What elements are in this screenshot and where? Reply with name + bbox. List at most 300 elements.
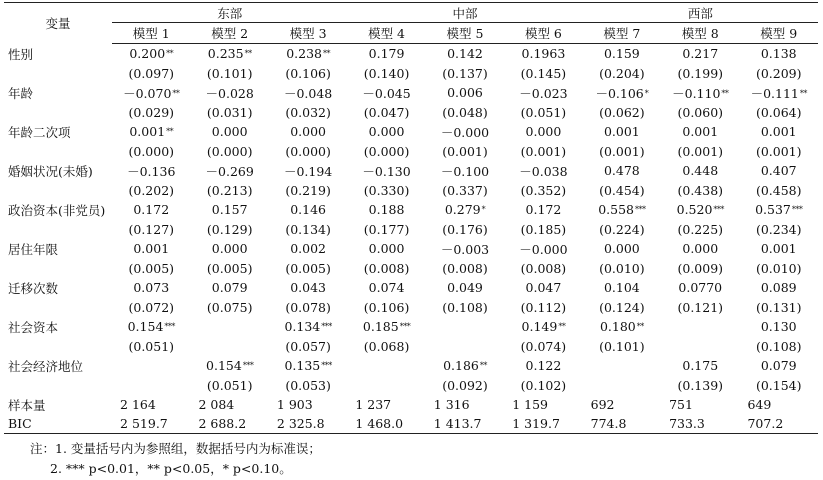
coef-value: 0.146 — [290, 202, 327, 218]
se-cell — [347, 376, 425, 396]
coef-value: 0.002 — [290, 241, 327, 257]
se-cell: (0.438) — [677, 182, 724, 198]
group-header-row — [4, 3, 818, 23]
coef-value: 0.043 — [290, 280, 327, 296]
significance-stars: *** — [635, 205, 646, 215]
coef-cell — [504, 44, 582, 64]
coef-value: 0.149 — [521, 319, 558, 335]
table-notes — [4, 439, 818, 479]
coef-cell — [504, 356, 582, 376]
se-cell: (0.001) — [755, 143, 802, 159]
significance-stars: ** — [479, 361, 487, 371]
coef-value: 0.185 — [362, 319, 399, 335]
stat-value: 2 325.8 — [269, 414, 347, 434]
significance-stars: ** — [166, 127, 174, 137]
coef-cell — [347, 83, 425, 103]
model-header-4: 模型 4 — [347, 23, 425, 44]
model-header-5: 模型 5 — [426, 23, 504, 44]
coef-value: －0.110 — [672, 85, 721, 101]
coef-cell — [504, 200, 582, 220]
coef-cell — [426, 200, 504, 220]
significance-stars: *** — [164, 322, 175, 332]
se-cell — [112, 376, 190, 396]
se-cell: (0.047) — [363, 104, 410, 120]
stat-value: 1 159 — [512, 397, 548, 412]
coef-cell — [269, 83, 347, 103]
coef-cell — [426, 161, 504, 181]
coef-cell — [347, 44, 425, 64]
coef-cell — [739, 44, 818, 64]
se-cell: (0.140) — [363, 65, 410, 81]
coef-value: 0.134 — [284, 319, 321, 335]
se-cell: (0.097) — [128, 65, 175, 81]
variable-label: 年龄二次项 — [8, 124, 71, 140]
se-cell: (0.209) — [755, 65, 802, 81]
se-cell: (0.068) — [363, 338, 410, 354]
coef-value: 0.175 — [682, 358, 719, 374]
coef-cell — [739, 200, 818, 220]
model-header-3: 模型 3 — [269, 23, 347, 44]
empty-label-cell — [4, 298, 112, 318]
significance-stars: *** — [791, 205, 803, 215]
coef-cell — [661, 317, 739, 337]
coef-cell — [269, 44, 347, 64]
coef-value: 0.049 — [447, 280, 483, 296]
stat-value: 1 413.7 — [426, 414, 504, 434]
se-cell: (0.008) — [520, 260, 567, 276]
empty-label-cell — [4, 103, 112, 123]
se-cell: (0.031) — [206, 104, 253, 120]
table-row-coef — [4, 122, 818, 142]
coef-cell — [583, 200, 661, 220]
coef-cell — [661, 44, 739, 64]
empty-label-cell — [4, 181, 112, 201]
coef-value: 0.000 — [682, 241, 719, 257]
se-cell: (0.112) — [520, 299, 567, 315]
coef-value: －0.023 — [519, 85, 568, 101]
coef-cell — [190, 122, 268, 142]
se-cell: (0.458) — [755, 182, 802, 198]
table-row-se — [4, 376, 818, 396]
significance-stars: *** — [321, 322, 332, 332]
coef-cell — [504, 278, 582, 298]
coef-value: 0.001 — [603, 124, 640, 140]
coef-cell — [190, 200, 268, 220]
se-cell: (0.032) — [285, 104, 331, 120]
coef-value: 0.217 — [682, 46, 719, 62]
se-cell: (0.154) — [755, 377, 802, 393]
coef-cell — [426, 44, 504, 64]
coef-value: －0.106 — [595, 85, 644, 101]
se-cell: (0.057) — [285, 338, 331, 354]
variable-label: 迁移次数 — [8, 280, 59, 296]
group-header-central: 中部 — [347, 3, 582, 23]
coef-value: 0.154 — [206, 358, 242, 374]
se-cell: (0.060) — [677, 104, 724, 120]
stat-value: 733.3 — [661, 414, 739, 434]
se-cell: (0.176) — [442, 221, 488, 237]
se-cell: (0.000) — [206, 143, 253, 159]
coef-cell — [347, 200, 425, 220]
se-cell: (0.051) — [206, 377, 253, 393]
coef-value: －0.000 — [440, 124, 490, 140]
coef-cell — [347, 161, 425, 181]
se-cell: (0.129) — [206, 221, 253, 237]
table-row-coef — [4, 83, 818, 103]
coef-value: 0.157 — [211, 202, 248, 218]
coef-value: 0.238 — [286, 46, 323, 62]
se-cell: (0.001) — [599, 143, 645, 159]
se-cell: (0.010) — [599, 260, 645, 276]
coef-cell — [347, 278, 425, 298]
coef-value: 0.186 — [443, 358, 479, 374]
coef-cell — [583, 317, 661, 337]
coef-value: 0.159 — [603, 46, 640, 62]
stat-value: 2 164 — [120, 397, 156, 412]
table-row-se — [4, 103, 818, 123]
coef-cell — [112, 161, 190, 181]
se-cell: (0.074) — [520, 338, 567, 354]
se-cell: (0.029) — [128, 104, 175, 120]
se-cell: (0.202) — [128, 182, 175, 198]
model-header-9: 模型 9 — [739, 23, 818, 44]
coef-cell — [190, 161, 268, 181]
se-cell: (0.053) — [285, 377, 331, 393]
coef-cell — [190, 44, 268, 64]
variable-label: 政治资本(非党员) — [8, 202, 106, 218]
se-cell: (0.092) — [442, 377, 488, 393]
table-row-stat — [4, 395, 818, 414]
se-cell: (0.000) — [285, 143, 331, 159]
coef-cell — [347, 239, 425, 259]
coef-cell — [112, 317, 190, 337]
coef-value: 0.180 — [599, 319, 636, 335]
se-cell: (0.010) — [755, 260, 802, 276]
coef-value: －0.136 — [127, 163, 176, 179]
se-cell: (0.062) — [599, 104, 645, 120]
se-cell: (0.204) — [599, 65, 645, 81]
coef-value: －0.070 — [123, 85, 172, 101]
stat-value: 2 688.2 — [190, 414, 268, 434]
coef-value: 0.154 — [127, 319, 164, 335]
coef-cell — [112, 122, 190, 142]
significance-stars: ** — [799, 88, 807, 98]
coef-cell — [347, 356, 425, 376]
coef-cell — [661, 83, 739, 103]
table-row-coef — [4, 317, 818, 337]
table-row-coef — [4, 278, 818, 298]
se-cell: (0.185) — [520, 221, 567, 237]
se-cell: (0.051) — [520, 104, 567, 120]
coef-cell — [504, 122, 582, 142]
coef-value: 0.001 — [682, 124, 719, 140]
se-cell: (0.127) — [128, 221, 175, 237]
coef-value: 0.074 — [368, 280, 405, 296]
se-cell — [661, 337, 739, 357]
table-row-coef — [4, 200, 818, 220]
table-body — [4, 44, 818, 434]
significance-stars: ** — [172, 88, 180, 98]
coef-cell — [269, 278, 347, 298]
coef-value: 0.478 — [603, 163, 640, 179]
coef-value: 0.448 — [682, 163, 719, 179]
se-cell: (0.051) — [128, 338, 175, 354]
coef-cell — [583, 278, 661, 298]
coef-value: －0.269 — [205, 163, 254, 179]
coef-cell — [583, 83, 661, 103]
variable-label: 居住年限 — [8, 241, 59, 257]
model-header-8: 模型 8 — [661, 23, 739, 44]
coef-value: 0.000 — [290, 124, 327, 140]
coef-cell — [739, 83, 818, 103]
coef-cell — [190, 278, 268, 298]
note-line-2: 2. *** p<0.01，** p<0.05，* p<0.10。 — [50, 461, 292, 476]
coef-cell — [426, 122, 504, 142]
stat-value: 692 — [590, 397, 615, 412]
coef-cell — [739, 356, 818, 376]
coef-value: 0.000 — [211, 124, 248, 140]
coef-value: 0.000 — [368, 241, 405, 257]
coef-value: 0.079 — [211, 280, 248, 296]
coef-cell — [269, 317, 347, 337]
coef-value: 0.188 — [368, 202, 405, 218]
stat-value: 1 903 — [276, 397, 313, 412]
se-cell: (0.352) — [520, 182, 567, 198]
empty-label-cell — [4, 259, 112, 279]
coef-value: 0.142 — [447, 46, 483, 62]
se-cell: (0.454) — [599, 182, 645, 198]
coef-cell — [112, 44, 190, 64]
significance-stars: * — [481, 205, 486, 215]
coef-value: 0.537 — [755, 202, 791, 218]
coef-cell — [661, 161, 739, 181]
coef-value: 0.104 — [603, 280, 640, 296]
se-cell: (0.064) — [755, 104, 802, 120]
table-row-se — [4, 259, 818, 279]
coef-cell — [661, 122, 739, 142]
coef-value: 0.135 — [284, 358, 321, 374]
coef-value: －0.194 — [283, 163, 333, 179]
se-cell: (0.224) — [599, 221, 645, 237]
se-cell: (0.134) — [285, 221, 331, 237]
coef-cell — [739, 317, 818, 337]
model-header-6: 模型 6 — [504, 23, 582, 44]
coef-cell — [504, 239, 582, 259]
se-cell: (0.177) — [363, 221, 410, 237]
se-cell: (0.108) — [442, 299, 488, 315]
se-cell: (0.101) — [599, 338, 645, 354]
variable-label: 社会资本 — [8, 319, 59, 335]
significance-stars: *** — [242, 361, 254, 371]
se-cell — [426, 337, 504, 357]
variable-label: 性别 — [8, 46, 34, 62]
coef-value: 0.0770 — [678, 280, 723, 296]
empty-label-cell — [4, 64, 112, 84]
table-row-stat — [4, 414, 818, 434]
significance-stars: ** — [166, 49, 174, 59]
table-row-coef — [4, 161, 818, 181]
se-cell: (0.008) — [442, 260, 488, 276]
coef-value: 0.073 — [133, 280, 170, 296]
se-cell: (0.005) — [206, 260, 253, 276]
coef-value: 0.172 — [133, 202, 170, 218]
variable-label: 婚姻状况(未婚) — [8, 163, 93, 179]
se-cell: (0.137) — [442, 65, 488, 81]
coef-cell — [112, 200, 190, 220]
coef-cell — [112, 356, 190, 376]
coef-value: 0.001 — [133, 241, 170, 257]
coef-cell — [112, 278, 190, 298]
significance-stars: *** — [321, 361, 332, 371]
se-cell: (0.001) — [677, 143, 724, 159]
se-cell: (0.234) — [755, 221, 802, 237]
coef-cell — [661, 239, 739, 259]
coef-value: 0.1963 — [521, 46, 566, 62]
se-cell: (0.337) — [442, 182, 488, 198]
coef-cell — [739, 122, 818, 142]
coef-cell — [504, 161, 582, 181]
coef-value: －0.048 — [283, 85, 333, 101]
coef-value: 0.001 — [760, 124, 797, 140]
se-cell: (0.225) — [677, 221, 724, 237]
coef-cell — [583, 122, 661, 142]
coef-cell — [426, 83, 504, 103]
coef-value: －0.003 — [440, 241, 490, 257]
stat-value: 774.8 — [583, 414, 661, 434]
model-header-7: 模型 7 — [583, 23, 661, 44]
se-cell — [583, 376, 661, 396]
stat-value: 751 — [669, 397, 693, 412]
se-cell: (0.199) — [677, 65, 724, 81]
table-row-coef — [4, 239, 818, 259]
coef-value: 0.138 — [760, 46, 797, 62]
se-cell: (0.072) — [128, 299, 175, 315]
table-row-se — [4, 64, 818, 84]
coef-value: 0.089 — [760, 280, 797, 296]
coef-value: －0.028 — [205, 85, 254, 101]
coef-cell — [426, 317, 504, 337]
table-row-se — [4, 181, 818, 201]
se-cell: (0.075) — [206, 299, 253, 315]
significance-stars: ** — [558, 322, 566, 332]
coef-cell — [661, 278, 739, 298]
se-cell: (0.005) — [128, 260, 175, 276]
coef-cell — [190, 356, 268, 376]
coef-value: 0.000 — [525, 124, 562, 140]
note-line-1: 注：1. 变量括号内为参照组，数据括号内为标准误； — [30, 441, 321, 456]
model-header-1: 模型 1 — [112, 23, 190, 44]
coef-cell — [112, 83, 190, 103]
se-cell: (0.008) — [363, 260, 410, 276]
group-header-west: 西部 — [583, 3, 818, 23]
se-cell: (0.219) — [285, 182, 331, 198]
significance-stars: ** — [323, 49, 331, 59]
se-cell: (0.102) — [520, 377, 567, 393]
significance-stars: ** — [244, 49, 252, 59]
table-row-se — [4, 337, 818, 357]
coef-cell — [269, 356, 347, 376]
stat-label: 样本量 — [8, 397, 46, 413]
se-cell: (0.124) — [599, 299, 645, 315]
se-cell: (0.001) — [520, 143, 567, 159]
coef-cell — [269, 200, 347, 220]
coef-cell — [583, 356, 661, 376]
coef-cell — [190, 83, 268, 103]
coef-value: 0.179 — [368, 46, 405, 62]
empty-label-cell — [4, 142, 112, 162]
stat-value: 1 319.7 — [504, 414, 582, 434]
stat-value: 1 468.0 — [347, 414, 425, 434]
stat-value: 1 237 — [355, 397, 392, 412]
coef-value: 0.520 — [676, 202, 713, 218]
model-header-2: 模型 2 — [190, 23, 268, 44]
table-row-se — [4, 298, 818, 318]
coef-cell — [583, 44, 661, 64]
coef-cell — [504, 83, 582, 103]
se-cell: (0.048) — [442, 104, 488, 120]
coef-value: 0.558 — [598, 202, 634, 218]
group-header-east: 东部 — [112, 3, 347, 23]
stat-value: 2 084 — [198, 397, 235, 412]
regression-table-container — [4, 2, 818, 479]
regression-table — [4, 2, 818, 434]
coef-value: 0.079 — [760, 358, 797, 374]
coef-cell — [583, 161, 661, 181]
se-cell — [190, 337, 268, 357]
coef-cell — [661, 356, 739, 376]
se-cell: (0.101) — [206, 65, 253, 81]
coef-value: 0.006 — [447, 85, 483, 101]
significance-stars: ** — [721, 88, 729, 98]
coef-cell — [347, 317, 425, 337]
coef-value: －0.038 — [519, 163, 568, 179]
coef-cell — [269, 122, 347, 142]
se-cell: (0.121) — [677, 299, 724, 315]
se-cell: (0.108) — [755, 338, 802, 354]
coef-cell — [739, 161, 818, 181]
stat-value: 1 316 — [433, 397, 470, 412]
coef-value: 0.172 — [525, 202, 562, 218]
coef-value: 0.001 — [760, 241, 797, 257]
coef-value: 0.235 — [207, 46, 244, 62]
empty-label-cell — [4, 220, 112, 240]
se-cell: (0.131) — [755, 299, 802, 315]
coef-cell — [190, 239, 268, 259]
coef-cell — [661, 200, 739, 220]
coef-value: 0.279 — [444, 202, 481, 218]
model-header-row — [4, 23, 818, 44]
table-row-se — [4, 220, 818, 240]
coef-value: 0.122 — [525, 358, 562, 374]
coef-value: 0.130 — [760, 319, 797, 335]
coef-cell — [739, 278, 818, 298]
coef-cell — [426, 239, 504, 259]
significance-stars: ** — [636, 322, 644, 332]
se-cell: (0.106) — [363, 299, 410, 315]
table-row-se — [4, 142, 818, 162]
se-cell: (0.001) — [442, 143, 488, 159]
table-row-coef — [4, 356, 818, 376]
coef-value: －0.130 — [362, 163, 411, 179]
table-row-coef — [4, 44, 818, 64]
coef-value: －0.100 — [440, 163, 490, 179]
coef-value: 0.000 — [211, 241, 248, 257]
stat-label: BIC — [4, 414, 112, 434]
coef-value: 0.000 — [368, 124, 405, 140]
empty-label-cell — [4, 337, 112, 357]
coef-cell — [269, 239, 347, 259]
se-cell: (0.145) — [520, 65, 567, 81]
